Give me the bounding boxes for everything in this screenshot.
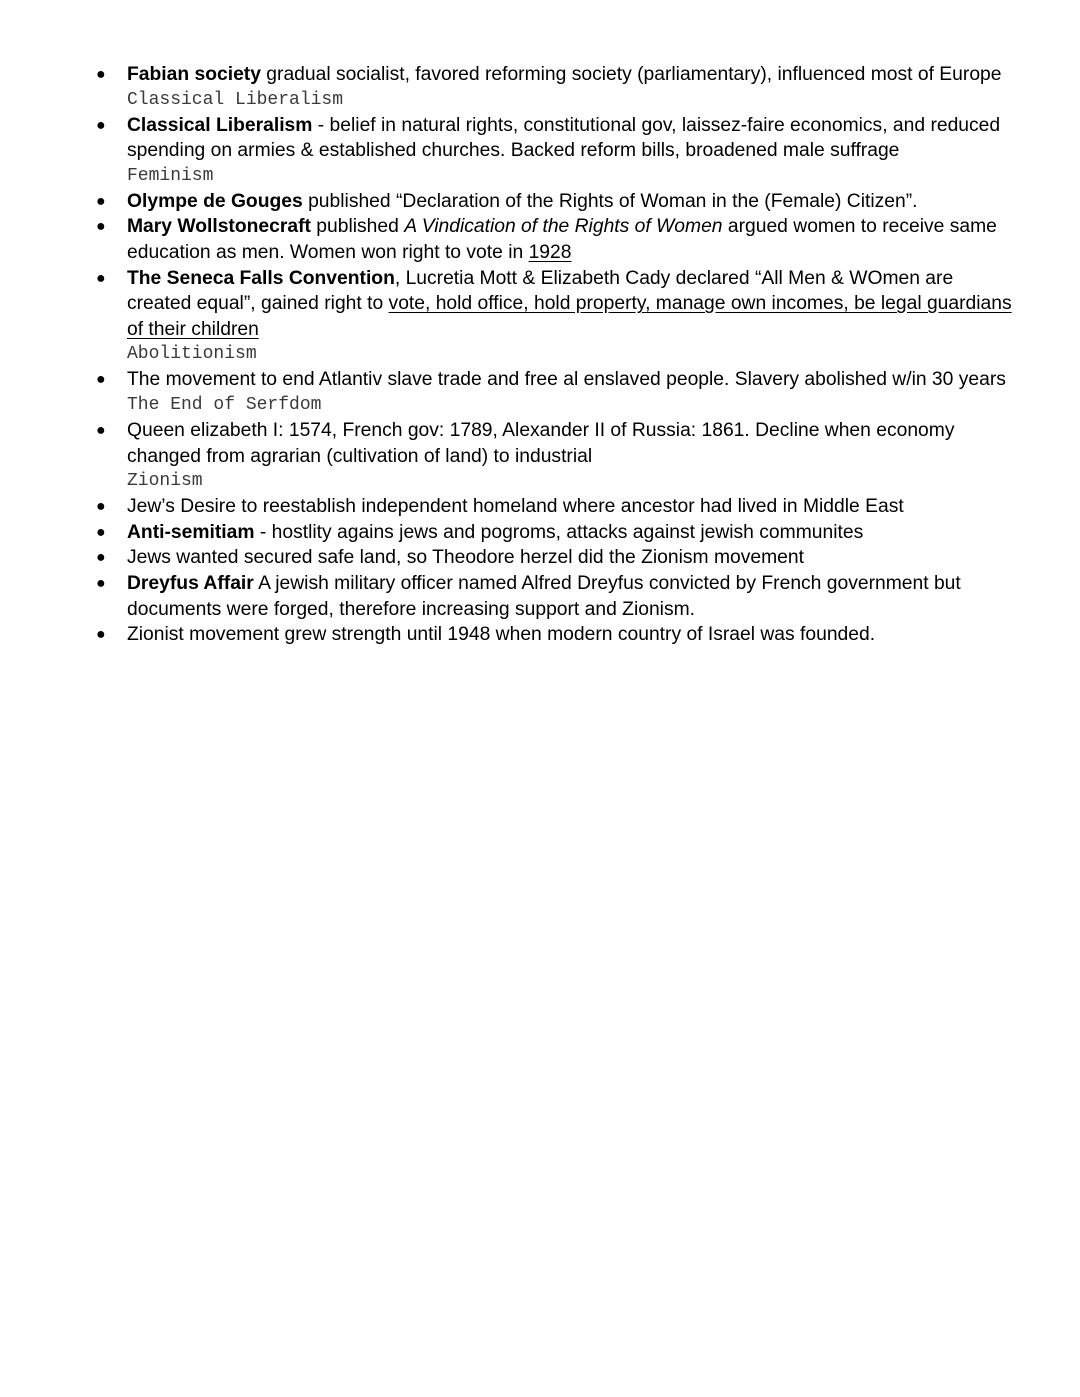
bullet-item bbox=[96, 367, 1017, 393]
bullet-text: A jewish military officer named Alfred Dreyfus convicted by French government but documents were forged, therefore increasing support and Zionism. bbox=[127, 572, 961, 620]
bullet-term: Fabian society bbox=[127, 64, 261, 85]
section-heading: The End of Serfdom bbox=[127, 394, 322, 415]
bullet-term: Olympe de Gouges bbox=[127, 190, 303, 212]
bullet-title-italic: A Vindication of the Rights of Women bbox=[404, 216, 723, 238]
section-heading: Zionism bbox=[127, 471, 203, 492]
bullet-text: Queen elizabeth I: 1574, French gov: 1789, Alexander II of Russia: 1861. Decline when economy changed from agrarian (cultivation of land) to industrial bbox=[127, 419, 955, 467]
bullet-text: - hostlity agains jews and pogroms, attacks against jewish communites bbox=[254, 521, 864, 543]
bullet-text: published bbox=[310, 216, 405, 238]
bullet-item bbox=[96, 189, 1017, 215]
notes-document bbox=[0, 62, 1080, 648]
bullet-text-underlined: 1928 bbox=[528, 241, 572, 263]
bullet-text: Jews wanted secured safe land, so Theodore herzel did the Zionism movement bbox=[127, 547, 804, 569]
bullet-dot-icon: ● bbox=[96, 218, 106, 236]
bullet-term: Classical Liberalism bbox=[127, 114, 313, 136]
bullet-dot-icon: ● bbox=[96, 269, 106, 287]
bullet-item bbox=[96, 571, 1017, 622]
bullet-dot-icon: ● bbox=[96, 549, 106, 567]
bullet-text: The movement to end Atlantiv slave trade and free al enslaved people. Slavery abolished w/in 30 years bbox=[127, 369, 1006, 391]
bullet-item bbox=[96, 62, 1017, 88]
bullet-dot-icon: ● bbox=[96, 523, 106, 541]
bullet-text: , Lucretia Mott & Elizabeth Cady declared “All Men & WOmen are created equal”, gained right to bbox=[127, 267, 954, 315]
bullet-item bbox=[96, 520, 1017, 546]
bullet-term: The Seneca Falls Convention bbox=[127, 267, 395, 289]
bullet-text: gradual socialist, favored reforming society (parliamentary), influenced most of Europe bbox=[260, 64, 1002, 85]
bullet-dot-icon: ● bbox=[96, 421, 106, 439]
bullet-text: Zionist movement grew strength until 1948 when modern country of Israel was founded. bbox=[127, 624, 876, 646]
bullet-item bbox=[96, 266, 1017, 343]
bullet-text: published “Declaration of the Rights of Woman in the (Female) Citizen”. bbox=[302, 190, 918, 212]
bullet-term: Mary Wollstonecraft bbox=[127, 216, 311, 238]
bullet-dot-icon: ● bbox=[96, 498, 106, 516]
bullet-text: Jew’s Desire to reestablish independent homeland where ancestor had lived in Middle East bbox=[127, 496, 904, 518]
bullet-item bbox=[96, 113, 1017, 164]
bullet-dot-icon: ● bbox=[96, 116, 106, 134]
section-heading: Classical Liberalism bbox=[127, 89, 344, 110]
bullet-term: Dreyfus Affair bbox=[127, 572, 254, 594]
bullet-item bbox=[96, 418, 1017, 469]
bullet-dot-icon: ● bbox=[96, 192, 106, 210]
bullet-text: - belief in natural rights, constitutional gov, laissez-faire economics, and reduced spending on armies & established churches. Backed reform bills, broadened male suffrage bbox=[127, 114, 1001, 162]
bullet-item bbox=[96, 214, 1017, 265]
bullet-dot-icon: ● bbox=[96, 371, 106, 389]
bullet-text-underlined: vote, hold office, hold property, manage own incomes, be legal guardians of their children bbox=[127, 293, 1012, 340]
bullet-dot-icon: ● bbox=[96, 626, 106, 644]
section-heading: Abolitionism bbox=[127, 344, 257, 365]
bullet-item bbox=[96, 545, 1017, 571]
section-heading: Feminism bbox=[127, 165, 214, 186]
bullet-item bbox=[96, 622, 1017, 648]
bullet-dot-icon: ● bbox=[96, 574, 106, 592]
bullet-item bbox=[96, 494, 1017, 520]
bullet-term: Anti-semitiam bbox=[127, 521, 255, 543]
bullet-text: argued women to receive same education as men. Women won right to vote in bbox=[127, 216, 997, 263]
bullet-dot-icon: ● bbox=[96, 66, 106, 83]
